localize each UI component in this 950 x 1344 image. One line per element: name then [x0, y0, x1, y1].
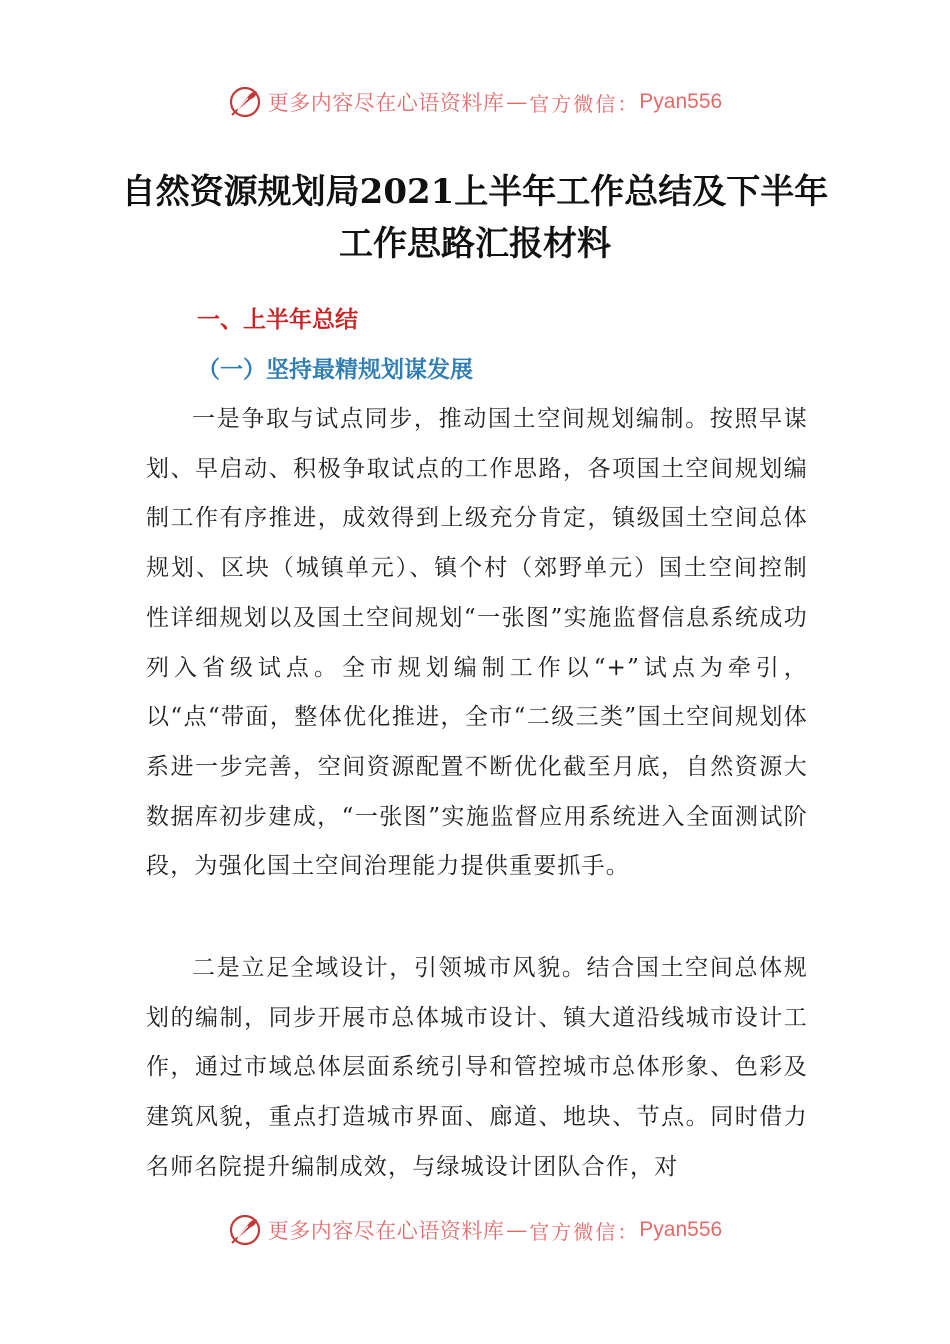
feather-pen-logo-icon — [228, 85, 262, 119]
feather-pen-logo-icon — [228, 1213, 262, 1247]
banner-separator: — — [506, 1218, 528, 1242]
section-heading: 一、上半年总结 — [197, 307, 358, 333]
banner-separator: — — [506, 90, 528, 114]
banner-text: 更多内容尽在心语资料库 — [267, 1219, 505, 1243]
banner-wechat-label: 官方微信： — [529, 91, 640, 116]
document-title: 自然资源规划局2021上半年工作总结及下半年工作思路汇报材料 — [121, 172, 829, 264]
header-banner — [0, 80, 950, 124]
body-paragraph-2: 二是立足全域设计，引领城市风貌。结合国土空间总体规划的编制，同步开展市总体城市设计、镇大道沿线城市设计工作，通过市域总体层面系统引导和管控城市总体形象、色彩及建筑风貌，重点打造城市界面、廊道、地块、节点。同时借力名师名院提升编制成效，与绿城设计团队合作，对 — [146, 955, 808, 1180]
subsection-heading: （一）坚持最精规划谋发展 — [197, 356, 473, 383]
body-paragraph-1: 一是争取与试点同步，推动国土空间规划编制。按照早谋划、早启动、积极争取试点的工作思路，各项国土空间规划编制工作有序推进，成效得到上级充分肯定，镇级国土空间总体规划、区块（城镇单元）、镇个村（郊野单元）国土空间控制性详细规划以及国土空间规划“一张图”实施监督信息系统成功列入省级试点。全市规划编制工作以“+”试点为牵引，以“点“带面，整体优化推进，全市“二级三类”国土空间规划体系进一步完善，空间资源配置不断优化截至月底，自然资源大数据库初步建成，“一张图”实施监督应用系统进入全面测试阶段，为强化国土空间治理能力提供重要抓手。 — [146, 406, 808, 880]
banner-wechat-label: 官方微信： — [529, 1219, 640, 1244]
banner-wechat-id: Pyan556 — [639, 1218, 723, 1241]
banner-text: 更多内容尽在心语资料库 — [267, 91, 505, 115]
banner-wechat-id: Pyan556 — [639, 90, 723, 113]
footer-banner — [0, 1208, 950, 1252]
